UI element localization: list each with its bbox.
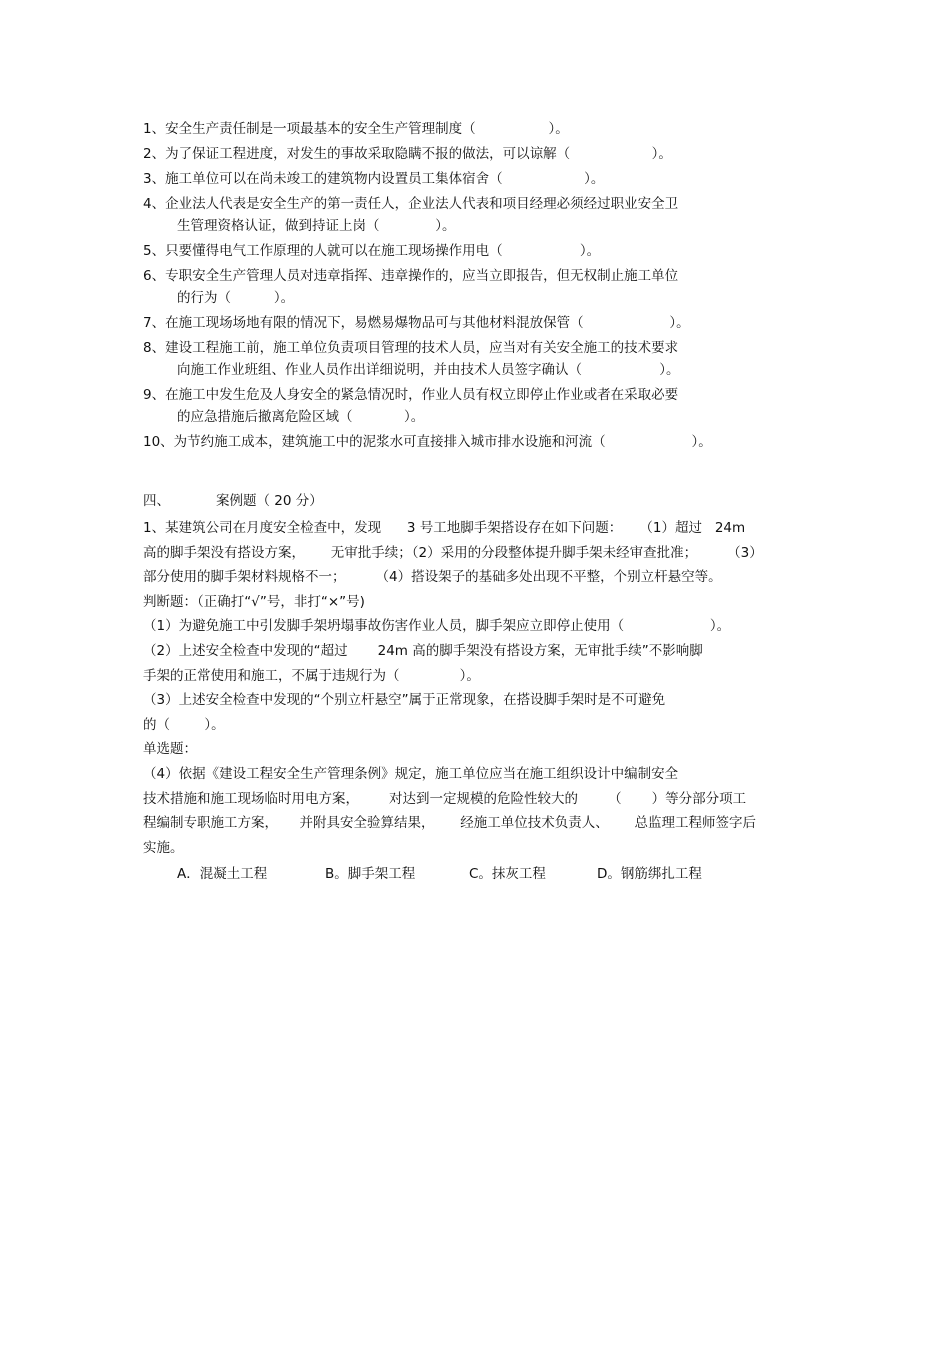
judgment-q2-line1: （2）上述安全检查中发现的“超过 24m 高的脚手架没有搭设方案，无审批手续”不影响脚 [143,642,703,659]
choice-q4-line3: 程编制专职施工方案， 并附具安全验算结果， 经施工单位技术负责人、 总监理工程师签字后 [143,815,756,832]
case-line-3: 部分使用的脚手架材料规格不一； （4）搭设架子的基础多处出现不平整，个别立杆悬空等。 [143,569,722,586]
choice-q4-line2: 技术措施和施工现场临时用电方案， 对达到一定规模的危险性较大的 （ ）等分部分项工 [143,790,747,807]
option-a: A．混凝土工程 [177,866,268,883]
true-false-question-list [143,118,803,456]
section-heading: 四、 案例题（ 20 分） [143,493,323,509]
option-b: B。脚手架工程 [325,866,416,883]
question-5: 5、只要懂得电气工作原理的人就可以在施工现场操作用电（ ）。 [143,243,601,259]
judgment-q3-line2: 的（ ）。 [143,716,225,733]
option-c: C。抹灰工程 [469,866,546,883]
choice-q4-line1: （4）依据《建设工程安全生产管理条例》规定，施工单位应当在施工组织设计中编制安全 [143,765,679,782]
question-10: 10、为节约施工成本，建筑施工中的泥浆水可直接排入城市排水设施和河流（ ）。 [143,434,712,450]
question-6: 6、专职安全生产管理人员对违章指挥、违章操作的，应当立即报告，但无权制止施工单位 的行为（ ）。 [143,268,679,306]
judgment-q2-line2: 手架的正常使用和施工，不属于违规行为（ ）。 [143,667,480,684]
case-line-2: 高的脚手架没有搭设方案， 无审批手续；（2）采用的分段整体提升脚手架未经审查批准； （3） [143,544,763,561]
choice-options [143,862,815,887]
judgment-heading: 判断题：（正确打“√”号，非打“×”号) [143,593,365,610]
question-7: 7、在施工现场场地有限的情况下，易燃易爆物品可与其他材料混放保管（ ）。 [143,315,690,331]
choice-q4-line4: 实施。 [143,839,184,856]
option-d: D。钢筋绑扎工程 [597,866,702,883]
single-choice-heading: 单选题： [143,741,197,758]
question-3: 3、施工单位可以在尚未竣工的建筑物内设置员工集体宿舍（ ）。 [143,171,605,187]
judgment-q3-line1: （3）上述安全检查中发现的“个别立杆悬空”属于正常现象，在搭设脚手架时是不可避免 [143,692,666,709]
case-text [143,516,815,887]
question-1: 1、安全生产责任制是一项最基本的安全生产管理制度（ ）。 [143,121,569,137]
question-2: 2、为了保证工程进度，对发生的事故采取隐瞒不报的做法，可以谅解（ ）。 [143,146,672,162]
case-study-section [143,490,815,887]
question-9: 9、在施工中发生危及人身安全的紧急情况时，作业人员有权立即停止作业或者在采取必要 的应急措施后撤离危险区域（ ）。 [143,387,679,425]
question-4: 4、企业法人代表是安全生产的第一责任人，企业法人代表和项目经理必须经过职业安全卫 生管理资格认证，做到持证上岗（ ）。 [143,196,679,234]
judgment-q1: （1）为避免施工中引发脚手架坍塌事故伤害作业人员，脚手架应立即停止使用（ ）。 [143,618,731,635]
question-8: 8、建设工程施工前，施工单位负责项目管理的技术人员，应当对有关安全施工的技术要求 向施工作业班组、作业人员作出详细说明，并由技术人员签字确认（ ）。 [143,340,680,378]
case-line-1: 1、某建筑公司在月度安全检查中，发现 3 号工地脚手架搭设存在如下问题： （1）超过 24m [143,520,746,536]
